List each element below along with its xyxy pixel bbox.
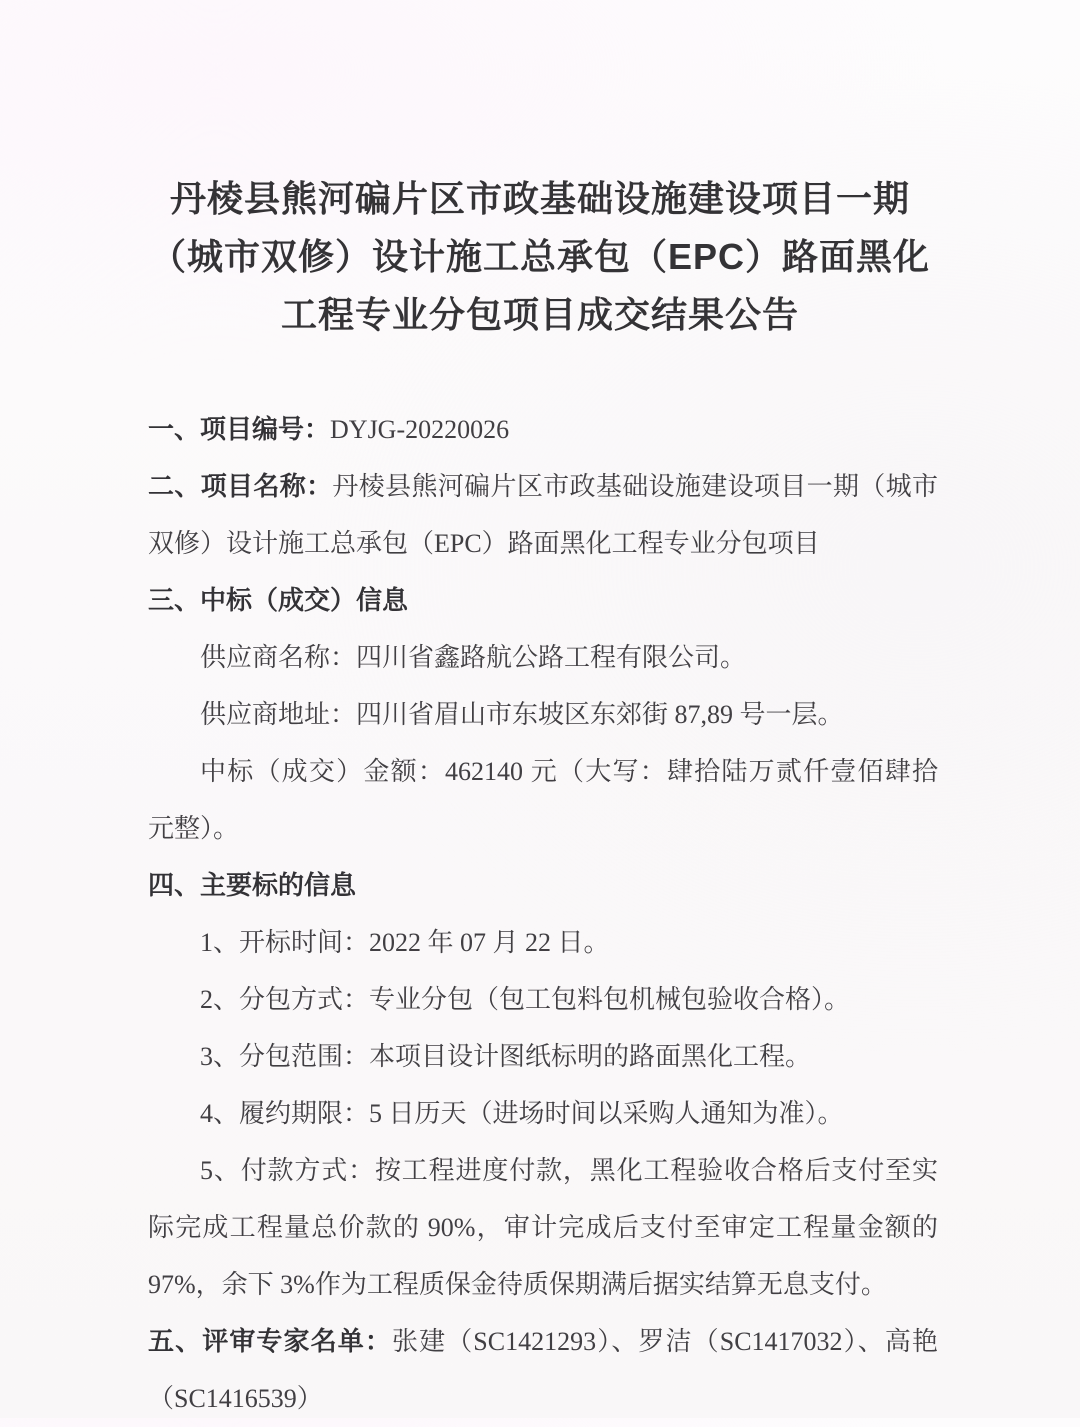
line-performance-period [148, 1085, 938, 1142]
expert-list-value-part-2: （SC1416539） [148, 1384, 323, 1413]
subcontract-method-value: 2、分包方式：专业分包（包工包料包机械包验收合格）。 [200, 985, 851, 1014]
line-expert-list [148, 1313, 938, 1370]
line-supplier-name [148, 629, 938, 686]
section-4-heading: 四、主要标的信息 [148, 870, 357, 900]
document-title-line-1: 丹棱县熊河碥片区市政基础设施建设项目一期 [169, 178, 910, 219]
section-2-heading: 二、项目名称： [148, 471, 333, 501]
document-body [148, 401, 938, 1427]
line-subcontract-method [148, 971, 938, 1028]
section-5-heading: 五、评审专家名单： [148, 1326, 392, 1356]
document-title-line-3: 工程专业分包项目成交结果公告 [280, 294, 799, 335]
performance-period-value: 4、履约期限：5 日历天（进场时间以采购人通知为准）。 [200, 1099, 844, 1128]
line-award-amount [148, 743, 938, 800]
line-subcontract-scope [148, 1028, 938, 1085]
document-title-line-2: （城市双修）设计施工总承包（EPC）路面黑化 [149, 236, 931, 277]
document-title [100, 170, 980, 344]
line-project-name [148, 458, 938, 515]
supplier-name-value: 供应商名称：四川省鑫路航公路工程有限公司。 [200, 643, 747, 672]
line-main-subject-heading [148, 857, 938, 914]
line-payment-terms-continued-2 [148, 1256, 938, 1313]
line-bid-opening-time [148, 914, 938, 971]
line-project-name-continued [148, 515, 938, 572]
line-payment-terms-continued-1 [148, 1199, 938, 1256]
section-3-heading: 三、中标（成交）信息 [148, 585, 409, 615]
line-project-number [148, 401, 938, 458]
line-supplier-address [148, 686, 938, 743]
payment-terms-part-2: 际完成工程量总价款的 90%，审计完成后支付至审定工程量金额的 [148, 1213, 938, 1242]
bid-opening-time-value: 1、开标时间：2022 年 07 月 22 日。 [200, 928, 610, 957]
award-amount-value-part-1: 中标（成交）金额：462140 元（大写：肆拾陆万贰仟壹佰肆拾 [200, 757, 938, 786]
payment-terms-part-3: 97%，余下 3%作为工程质保金待质保期满后据实结算无息支付。 [148, 1270, 887, 1299]
line-award-amount-continued [148, 800, 938, 857]
payment-terms-part-1: 5、付款方式：按工程进度付款，黑化工程验收合格后支付至实 [200, 1156, 938, 1185]
project-number-value: DYJG-20220026 [330, 415, 510, 444]
project-name-value-part-1: 丹棱县熊河碥片区市政基础设施建设项目一期（城市 [332, 472, 938, 501]
section-1-heading: 一、项目编号： [148, 414, 331, 444]
line-expert-list-continued [148, 1370, 938, 1427]
line-award-info-heading [148, 572, 938, 629]
supplier-address-value: 供应商地址：四川省眉山市东坡区东郊街 87,89 号一层。 [200, 700, 844, 729]
expert-list-value-part-1: 张建（SC1421293）、罗洁（SC1417032）、高艳 [391, 1327, 938, 1356]
subcontract-scope-value: 3、分包范围：本项目设计图纸标明的路面黑化工程。 [200, 1042, 812, 1071]
award-amount-value-part-2: 元整）。 [148, 814, 240, 843]
project-name-value-part-2: 双修）设计施工总承包（EPC）路面黑化工程专业分包项目 [148, 529, 820, 558]
line-payment-terms [148, 1142, 938, 1199]
